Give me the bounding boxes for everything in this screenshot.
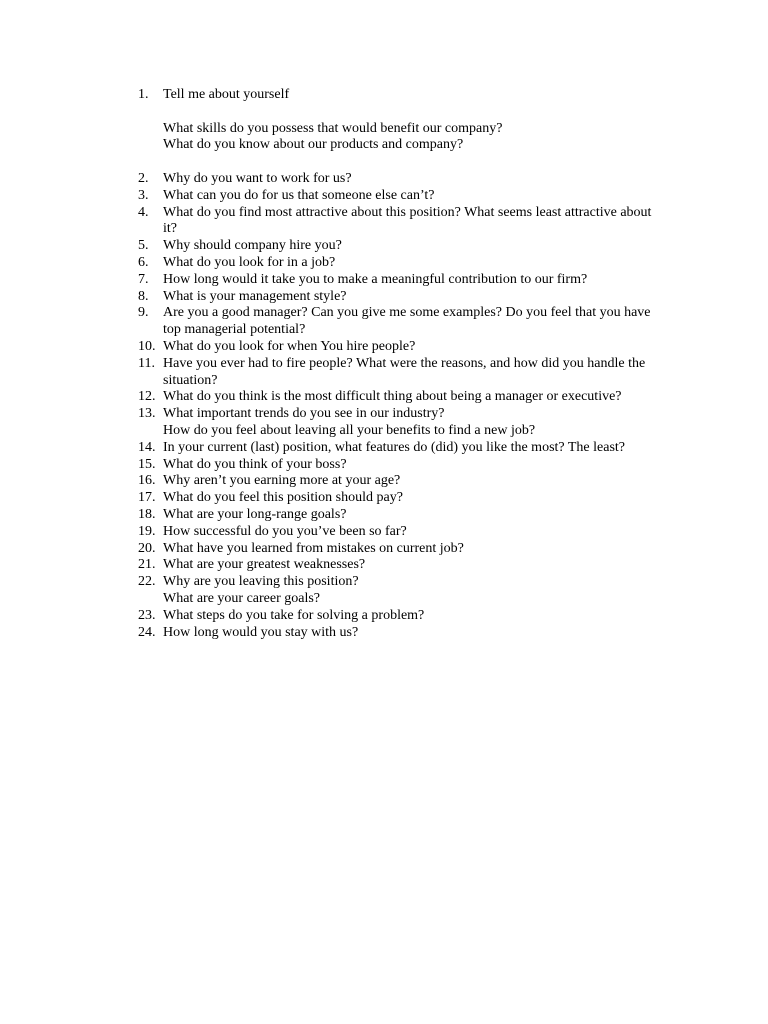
list-number: 22.: [138, 574, 156, 590]
list-text: What steps do you take for solving a problem?: [163, 607, 425, 623]
question-list: [138, 87, 658, 641]
list-number: 23.: [138, 607, 156, 623]
list-item-18: [138, 507, 658, 524]
list-text: In your current (last) position, what features do (did) you like the most? The least?: [163, 439, 625, 455]
list-text: What have you learned from mistakes on current job?: [163, 540, 464, 556]
list-text: Why should company hire you?: [163, 238, 342, 254]
sub-question: What do you know about our products and company?: [163, 137, 464, 153]
list-item-9: [138, 305, 658, 339]
list-text: Have you ever had to fire people? What were the reasons, and how did you handle the situation?: [163, 355, 646, 388]
list-text: What are your greatest weaknesses?: [163, 557, 366, 573]
list-number: 3.: [138, 187, 149, 203]
list-number: 20.: [138, 540, 156, 556]
list-item-10: [138, 339, 658, 356]
list-text: What do you look for when You hire people?: [163, 338, 416, 354]
list-text: Why are you leaving this position?: [163, 574, 359, 590]
list-item-6: [138, 255, 658, 272]
list-number: 9.: [138, 305, 149, 321]
spacer: [138, 104, 658, 121]
list-item-24: [138, 625, 658, 642]
list-item-12: [138, 389, 658, 406]
list-text: Why aren’t you earning more at your age?: [163, 473, 401, 489]
list-text: What do you look for in a job?: [163, 254, 336, 270]
list-item-3: [138, 188, 658, 205]
list-item-13: [138, 406, 658, 423]
list-number: 5.: [138, 238, 149, 254]
list-text: What do you find most attractive about this position? What seems least attractive about it?: [163, 204, 652, 237]
list-item-21: [138, 557, 658, 574]
list-text: How long would you stay with us?: [163, 624, 359, 640]
list-item-5: [138, 238, 658, 255]
list-item-16: [138, 473, 658, 490]
sub-question: What are your career goals?: [163, 590, 321, 606]
list-text: Tell me about yourself: [163, 87, 290, 102]
list-number: 16.: [138, 473, 156, 489]
list-number: 1.: [138, 87, 149, 102]
list-item-7: [138, 272, 658, 289]
list-number: 12.: [138, 389, 156, 405]
list-text: What do you think is the most difficult thing about being a manager or executive?: [163, 389, 622, 405]
list-item-2: [138, 171, 658, 188]
list-number: 7.: [138, 271, 149, 287]
list-item-23: [138, 608, 658, 625]
list-number: 17.: [138, 490, 156, 506]
list-item-1: [138, 87, 658, 104]
list-number: 8.: [138, 288, 149, 304]
list-text: What are your long-range goals?: [163, 506, 347, 522]
list-number: 4.: [138, 204, 149, 220]
list-item-19: [138, 524, 658, 541]
list-number: 11.: [138, 355, 155, 371]
list-item-22: [138, 574, 658, 591]
list-text: Why do you want to work for us?: [163, 170, 352, 186]
list-number: 10.: [138, 338, 156, 354]
list-number: 18.: [138, 506, 156, 522]
list-text: What do you feel this position should pay?: [163, 490, 403, 506]
sub-question: How do you feel about leaving all your benefits to find a new job?: [163, 422, 536, 438]
list-item-8: [138, 289, 658, 306]
list-item-4: [138, 205, 658, 239]
list-number: 15.: [138, 456, 156, 472]
spacer: [138, 154, 658, 171]
list-text: How long would it take you to make a meaningful contribution to our firm?: [163, 271, 588, 287]
list-text: How successful do you you’ve been so far?: [163, 523, 407, 539]
list-text: Are you a good manager? Can you give me some examples? Do you feel that you have top managerial potential?: [163, 305, 651, 338]
list-number: 2.: [138, 170, 149, 186]
list-item-20: [138, 541, 658, 558]
list-text: What is your management style?: [163, 288, 347, 304]
list-number: 24.: [138, 624, 156, 640]
list-item-14: [138, 440, 658, 457]
sub-question: What skills do you possess that would benefit our company?: [163, 120, 503, 136]
list-text: What can you do for us that someone else can’t?: [163, 187, 435, 203]
list-item-17: [138, 490, 658, 507]
list-item-15: [138, 457, 658, 474]
list-number: 14.: [138, 439, 156, 455]
list-number: 6.: [138, 254, 149, 270]
list-number: 19.: [138, 523, 156, 539]
list-text: What do you think of your boss?: [163, 456, 347, 472]
list-item-11: [138, 356, 658, 390]
list-text: What important trends do you see in our industry?: [163, 406, 445, 422]
list-number: 13.: [138, 406, 156, 422]
list-number: 21.: [138, 557, 156, 573]
